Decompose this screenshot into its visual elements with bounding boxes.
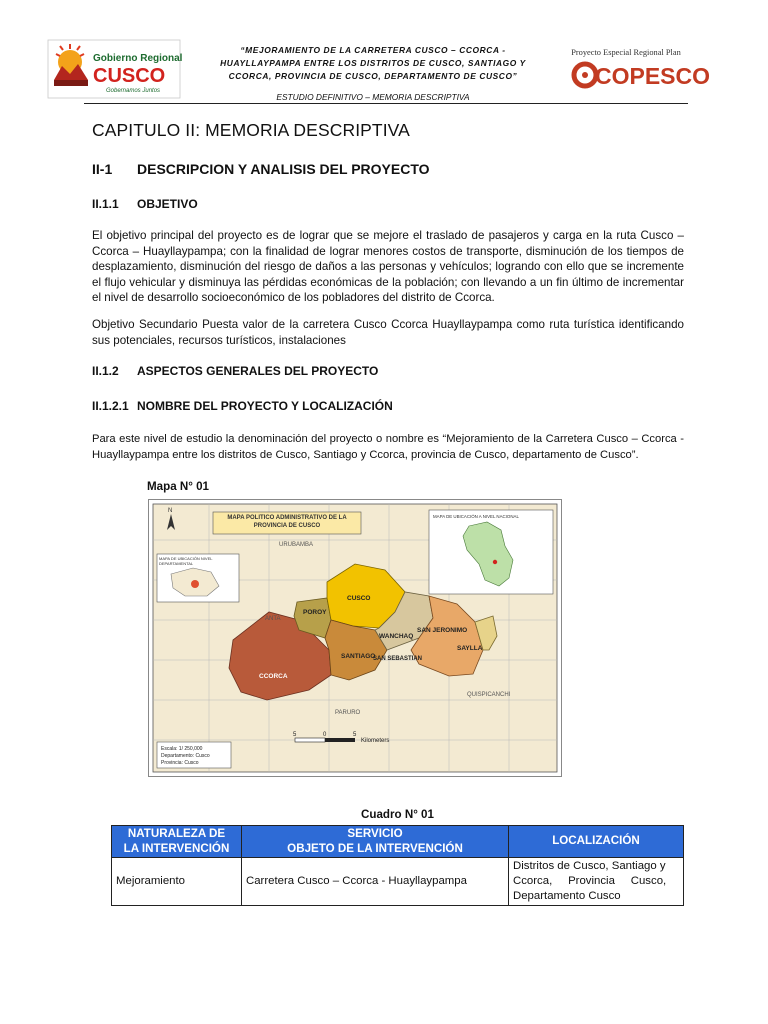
scale-unit: Kilometers xyxy=(361,738,390,744)
label-wanchaq: WANCHAQ xyxy=(379,633,414,640)
objetivo-number: II.1.1 xyxy=(92,197,119,211)
copesco-wordmark: COPESCO xyxy=(595,63,711,89)
nombre-paragraph: Para este nivel de estudio la denominación del proyecto o nombre es “Mejoramiento de la Carretera Cusco – Ccorca - Huayllaypampa entre los distritos de Cusco, Santiago y Ccorca, provincia de Cusco, departamento de Cusco”. xyxy=(92,433,684,461)
chapter-title: CAPITULO II: MEMORIA DESCRIPTIVA xyxy=(92,120,410,140)
objetivo-title: OBJETIVO xyxy=(137,197,198,211)
document-title xyxy=(200,44,546,83)
legend-line-3: Provincia: Cusco xyxy=(161,760,199,766)
section-number: II-1 xyxy=(92,161,113,177)
logo-line1: Gobierno Regional xyxy=(93,53,183,64)
map-caption: Mapa N° 01 xyxy=(147,480,209,493)
cell-localizacion: Distritos de Cusco, Santiago y Ccorca, Provincia Cusco, Departamento Cusco xyxy=(509,858,684,906)
section-title: DESCRIPCION Y ANALISIS DEL PROYECTO xyxy=(137,161,430,177)
label-ccorca: CCORCA xyxy=(259,673,288,680)
label-poroy: POROY xyxy=(303,609,327,616)
label-santiago: SANTIAGO xyxy=(341,653,376,660)
departmental-inset-marker xyxy=(191,580,199,588)
label-quispicanchi: QUISPICANCHI xyxy=(467,692,511,698)
aspectos-number: II.1.2 xyxy=(92,364,119,378)
table-caption: Cuadro N° 01 xyxy=(361,808,434,821)
scale-tick-2: 5 xyxy=(353,732,357,738)
table-header-row xyxy=(112,826,684,858)
copesco-emblem-icon xyxy=(574,64,596,86)
legend-line-1: Escala: 1/ 250,000 xyxy=(161,746,203,752)
title-line-1: “MEJORAMIENTO DE LA CARRETERA CUSCO – CCORCA - xyxy=(240,45,506,55)
copesco-logo xyxy=(565,44,711,94)
header-naturaleza: NATURALEZA DE LA INTERVENCIÓN xyxy=(112,826,242,858)
logo-tagline: Gobernamos Juntos xyxy=(106,88,161,94)
label-urubamba: URUBAMBA xyxy=(279,542,314,548)
logo-line2: CUSCO xyxy=(93,65,166,87)
cell-naturaleza: Mejoramiento xyxy=(112,858,242,906)
legend-line-2: Departamento: Cusco xyxy=(161,753,210,759)
header-localizacion: LOCALIZACIÓN xyxy=(509,826,684,858)
scale-tick-1: 0 xyxy=(323,732,327,738)
label-san-sebastian: SAN SEBASTIAN xyxy=(373,656,423,662)
copesco-caption: Proyecto Especial Regional Plan xyxy=(571,48,681,57)
gobierno-regional-cusco-logo xyxy=(48,40,183,98)
objetivo-paragraph-1: El objetivo principal del proyecto es de lograr que se mejore el traslado de pasajeros y carga en la ruta Cusco – Ccorca – Huayllaypampa; con la finalidad de lograr menores costos de transporte, disminución de los tiempos de desplazamiento, disminución del riesgo de daños a las personas y vehículos; logrando con ello que se incremente el flujo vehicular y disminuya las pérdidas económicas de la población; con llevando a un fin último de incrementar el nivel de desarrollo socioeconómico de los pobladores del distrito de Ccorca. xyxy=(92,229,684,305)
national-inset-marker xyxy=(493,560,497,564)
header-divider xyxy=(84,103,688,104)
departmental-inset-label: MAPA DE UBICACIÓN NIVEL DEPARTAMENTAL xyxy=(159,556,213,566)
nombre-title: NOMBRE DEL PROYECTO Y LOCALIZACIÓN xyxy=(137,399,393,413)
label-san-jeronimo: SAN JERONIMO xyxy=(417,627,468,634)
aspectos-title: ASPECTOS GENERALES DEL PROYECTO xyxy=(137,364,379,378)
nombre-number: II.1.2.1 xyxy=(92,399,129,413)
label-anta: ANTA xyxy=(265,616,281,622)
document-subtitle: ESTUDIO DEFINITIVO – MEMORIA DESCRIPTIVA xyxy=(276,92,470,102)
map-title: MAPA POLITICO ADMINISTRATIVO DE LA PROVINCIA DE CUSCO xyxy=(227,515,347,529)
header-servicio: SERVICIO OBJETO DE LA INTERVENCIÓN xyxy=(242,826,509,858)
label-cusco: CUSCO xyxy=(347,595,371,602)
svg-text:N: N xyxy=(168,508,173,514)
label-saylla: SAYLLA xyxy=(457,645,483,652)
cuadro-table xyxy=(111,825,684,906)
scale-tick-0: 5 xyxy=(293,732,297,738)
cell-objeto: Carretera Cusco – Ccorca - Huayllaypampa xyxy=(242,858,509,906)
title-line-2: HUAYLLAYPAMPA ENTRE LOS DISTRITOS DE CUSCO, SANTIAGO Y xyxy=(220,58,526,68)
political-map xyxy=(148,499,562,777)
label-paruro: PARURO xyxy=(335,710,361,716)
national-inset-label: MAPA DE UBICACIÓN A NIVEL NACIONAL xyxy=(433,514,519,519)
title-line-3: CCORCA, PROVINCIA DE CUSCO, DEPARTAMENTO DE CUSCO” xyxy=(228,71,518,81)
objetivo-paragraph-2: Objetivo Secundario Puesta valor de la carretera Cusco Ccorca Huayllaypampa como ruta turística identificando sus potenciales, recursos turísticos, instalaciones xyxy=(92,318,684,347)
table-row xyxy=(112,858,684,906)
